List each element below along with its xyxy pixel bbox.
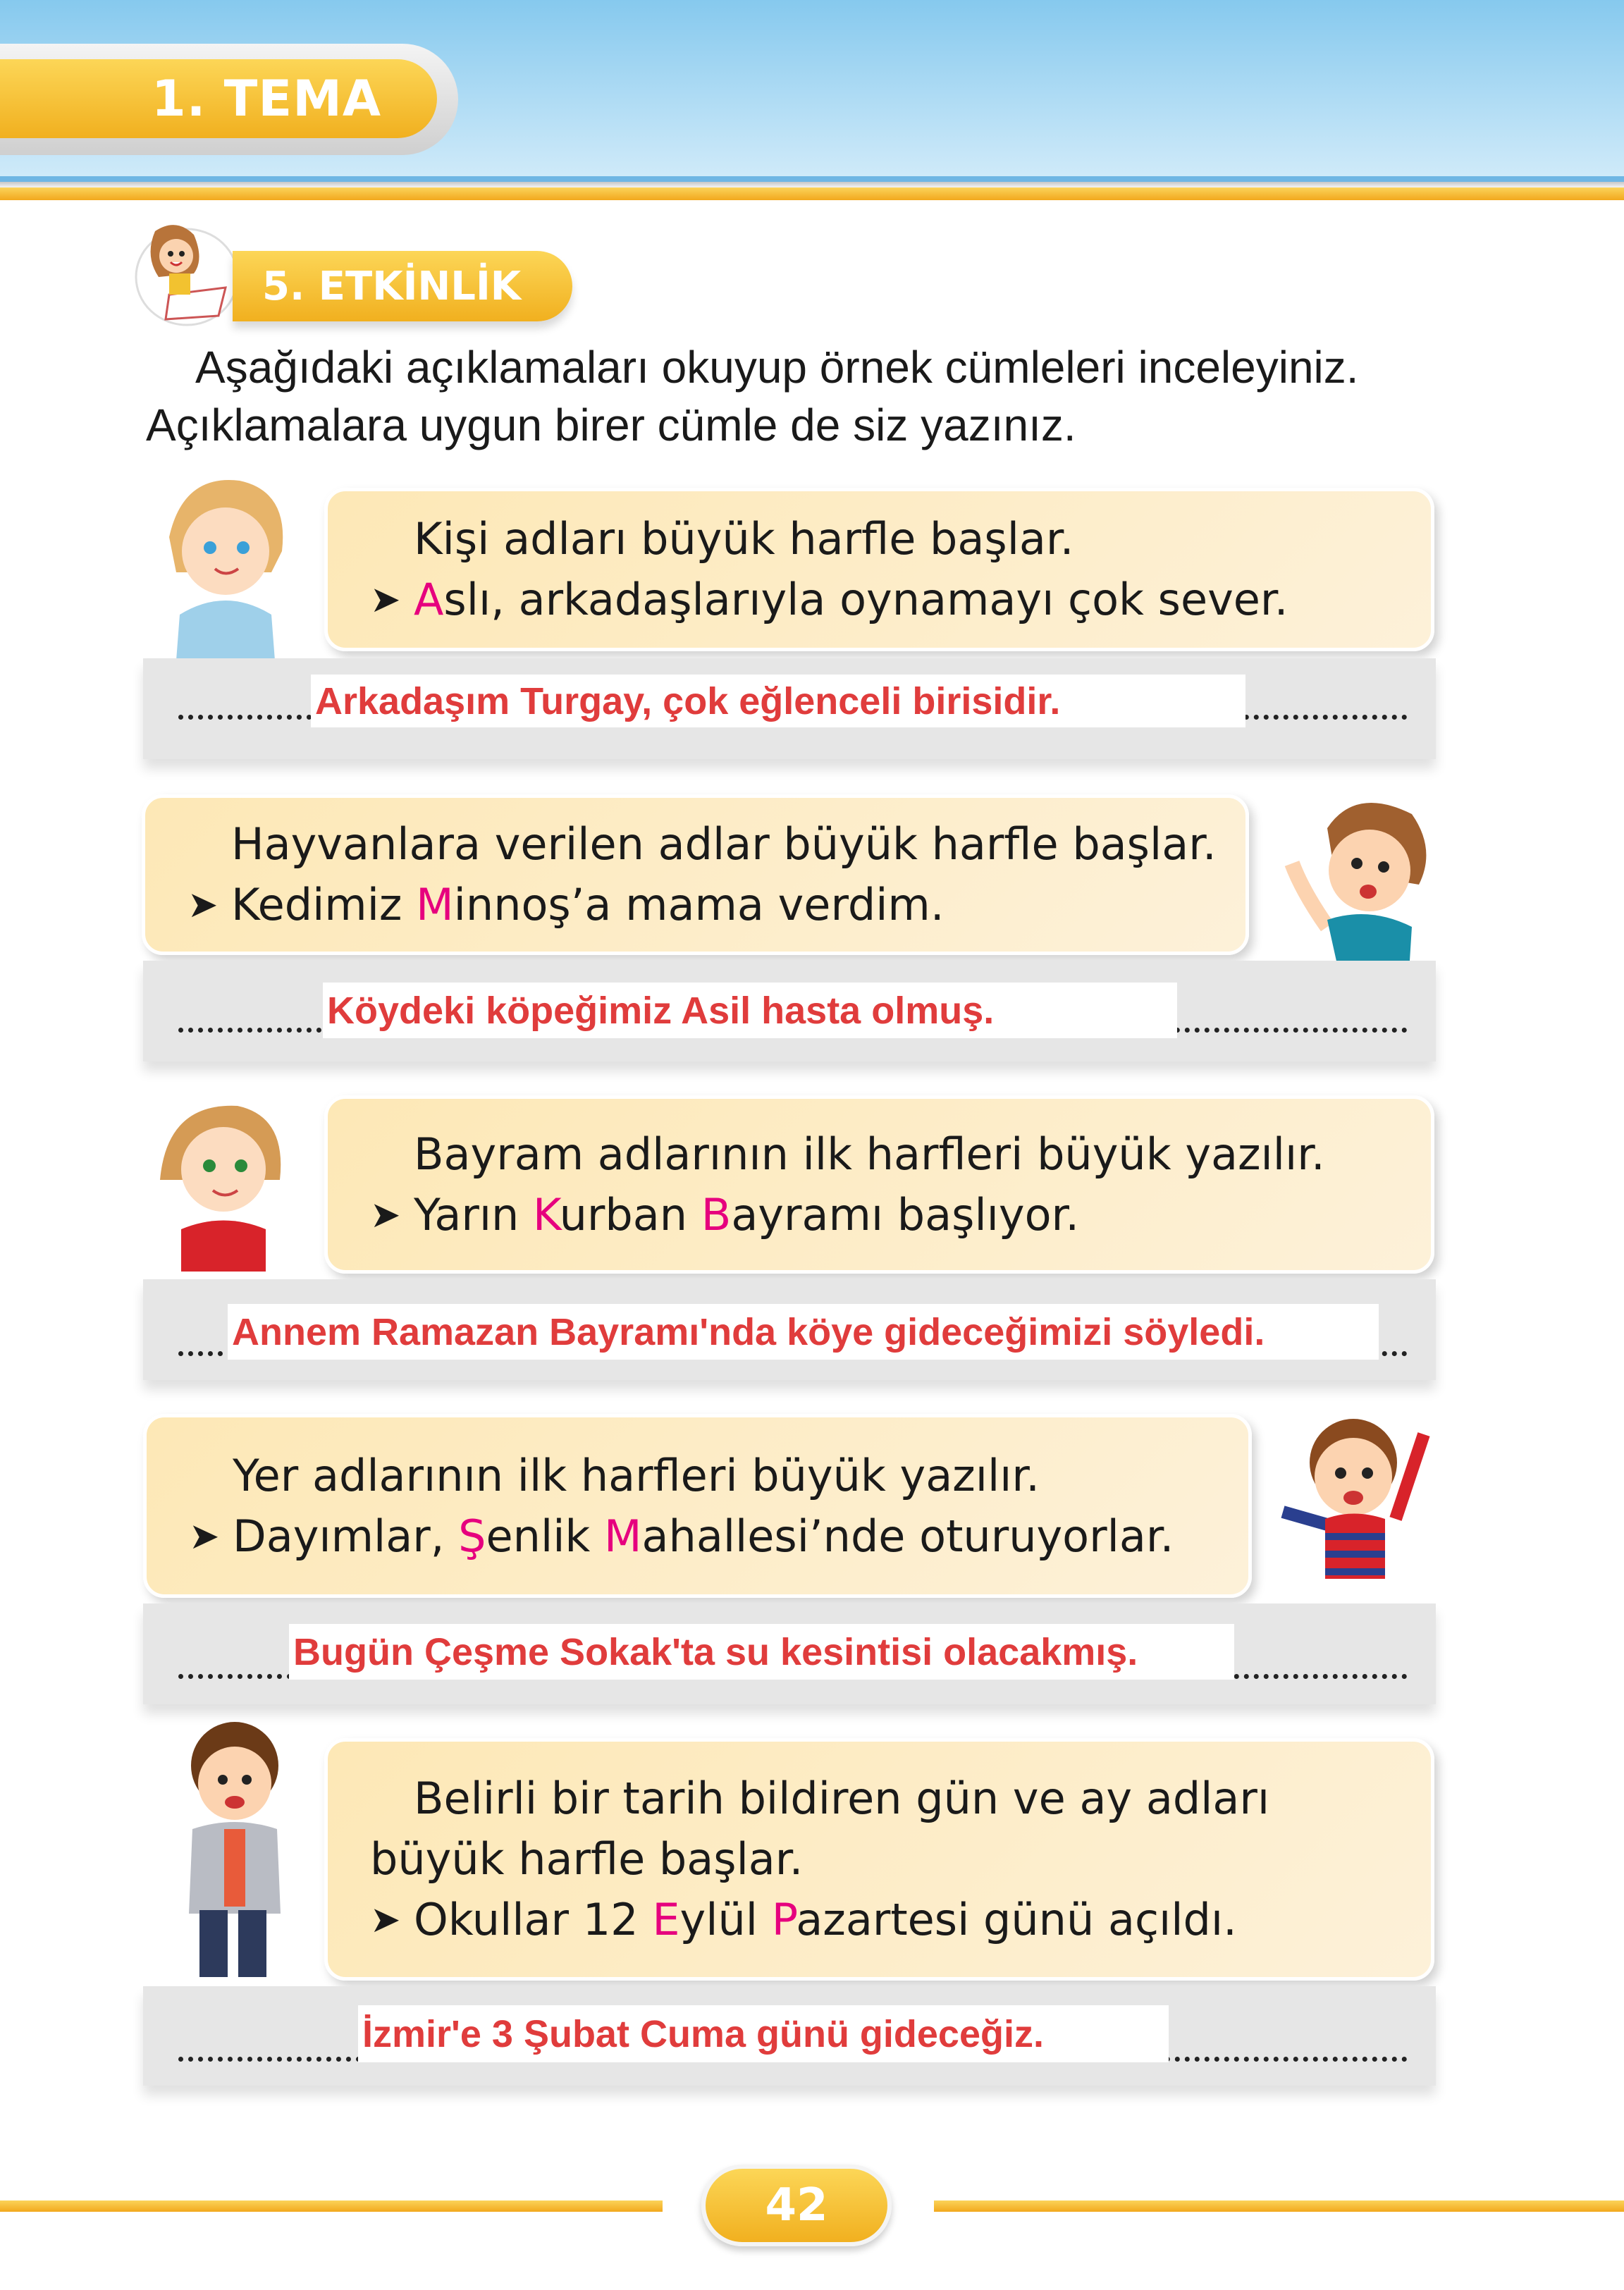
rule-bubble-2 xyxy=(142,794,1249,955)
activity-label: 5. ETKİNLİK xyxy=(233,251,572,321)
example-text: Yarın xyxy=(414,1188,534,1241)
answer-field-2[interactable]: Köydeki köpeğimiz Asil hasta olmuş. xyxy=(323,983,1177,1038)
boy-striped-shirt-character-icon xyxy=(1262,1406,1438,1582)
footer-line-right xyxy=(934,2200,1624,2212)
girl-red-shirt-character-icon xyxy=(139,1095,301,1293)
girl-character-icon xyxy=(141,474,310,660)
answer-field-4[interactable]: Bugün Çeşme Sokak'ta su kesintisi olacakmış. xyxy=(289,1624,1234,1680)
arrow-icon: ➤ xyxy=(370,1899,401,1941)
girl-reading-icon xyxy=(127,217,240,326)
example-sentence xyxy=(370,1890,1410,1950)
rule-text: Hayvanlara verilen adlar büyük harfle başlar. xyxy=(231,818,1217,870)
rule-bubble-1 xyxy=(324,488,1434,651)
example-text: ylül xyxy=(679,1894,772,1945)
example-text: Dayımlar, xyxy=(233,1510,459,1562)
boy-vest-character-icon xyxy=(168,1716,302,1988)
answer-area-5 xyxy=(143,1986,1436,2086)
footer-line-left xyxy=(0,2200,663,2212)
highlight-letter: M xyxy=(416,879,454,930)
example-text: enlik xyxy=(486,1510,605,1562)
answer-field-5[interactable]: İzmir'e 3 Şubat Cuma günü gideceğiz. xyxy=(358,2005,1169,2062)
header-orange-line xyxy=(0,187,1624,200)
highlight-letter: E xyxy=(652,1894,680,1945)
example-sentence xyxy=(370,1185,1410,1245)
answer-area-4 xyxy=(143,1603,1436,1704)
rule-bubble-5 xyxy=(324,1738,1434,1981)
rule-text: Kişi adları büyük harfle başlar. xyxy=(414,513,1074,565)
example-sentence xyxy=(189,1506,1227,1567)
example-text: ayramı başlıyor. xyxy=(731,1188,1080,1241)
header-divider xyxy=(0,176,1624,182)
arrow-icon: ➤ xyxy=(187,884,219,926)
arrow-icon: ➤ xyxy=(189,1515,220,1558)
rule-text: Yer adlarının ilk harfleri büyük yazılır. xyxy=(233,1449,1040,1501)
example-text: Okullar 12 xyxy=(414,1894,653,1945)
instructions-text: Aşağıdaki açıklamaları okuyup örnek cümleleri inceleyiniz. Açıklamalara uygun birer cümle de siz yazınız. xyxy=(146,342,1359,450)
answer-area-3 xyxy=(143,1279,1436,1380)
rule-text: Bayram adlarının ilk harfleri büyük yazılır. xyxy=(414,1128,1325,1180)
example-text: ahallesi’nde oturuyorlar. xyxy=(641,1510,1174,1562)
answer-field-1[interactable]: Arkadaşım Turgay, çok eğlenceli birisidir. xyxy=(311,675,1245,727)
arrow-icon: ➤ xyxy=(370,579,401,621)
example-text: urban xyxy=(559,1188,701,1241)
example-sentence xyxy=(187,875,1224,935)
highlight-letter: A xyxy=(414,574,444,625)
highlight-letter: P xyxy=(771,1894,796,1945)
highlight-letter: K xyxy=(533,1188,560,1241)
example-text: slı, arkadaşlarıyla oynamayı çok sever. xyxy=(443,574,1288,625)
answer-field-3[interactable]: Annem Ramazan Bayramı'nda köye gideceğimizi söyledi. xyxy=(228,1304,1379,1360)
rule-bubble-4 xyxy=(143,1414,1252,1598)
theme-label: 1. TEMA xyxy=(0,59,437,138)
example-text: azartesi günü açıldı. xyxy=(796,1894,1237,1945)
example-text: Kedimiz xyxy=(231,879,417,930)
boy-waving-character-icon xyxy=(1278,786,1439,983)
rule-text: Belirli bir tarih bildiren gün ve ay adları büyük harfle başlar. xyxy=(370,1773,1270,1885)
rule-bubble-3 xyxy=(324,1095,1434,1274)
highlight-letter: M xyxy=(604,1510,642,1562)
answer-area-2 xyxy=(143,961,1436,1061)
example-text: innoş’a mama verdim. xyxy=(453,879,945,930)
answer-area-1 xyxy=(143,658,1436,759)
highlight-letter: Ş xyxy=(458,1510,486,1562)
arrow-icon: ➤ xyxy=(370,1193,401,1236)
example-sentence xyxy=(370,570,1410,630)
highlight-letter: B xyxy=(701,1188,732,1241)
page-number: 42 xyxy=(701,2165,892,2246)
